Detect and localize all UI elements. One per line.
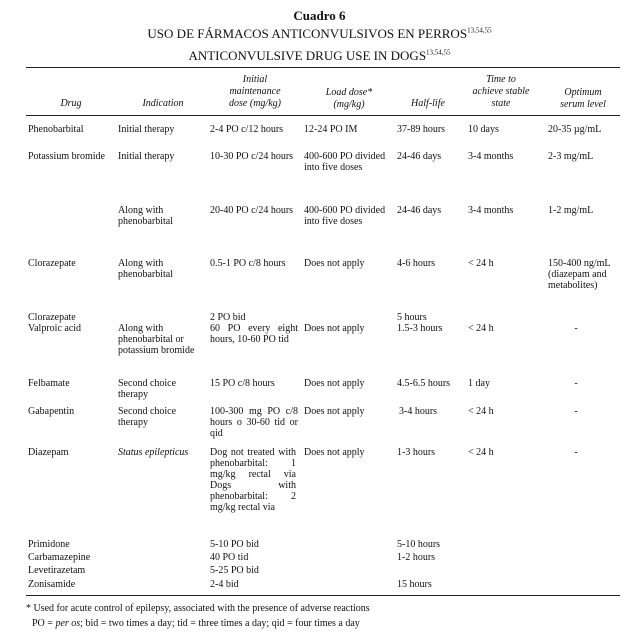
footnote-abbreviations [32,618,620,630]
header-bottom-rule [26,115,620,116]
footnote-per-os: per os [55,618,81,629]
header-load-dose [304,87,394,111]
cell-optimum: - [574,378,578,389]
cell-initial-dose: 60 PO every eight hours, 10-60 PO tid [210,323,298,345]
footnote-dosing-abbr: ; bid = two times a day; tid = three times a day; qid = four times a day [80,618,360,629]
cell-optimum: 1-2 mg/mL [548,205,594,216]
cell-initial-dose: 20-40 PO c/24 hours [210,205,294,216]
header-initial-line3: dose (mg/kg) [229,98,281,109]
cell-initial-dose: 2 PO bid [210,312,246,323]
cell-indication: Along with phenobarbital or potassium bromide [118,323,195,356]
cell-stable-state: < 24 h [468,447,494,458]
cell-initial-dose: 15 PO c/8 hours [210,378,275,389]
cell-stable-state: 10 days [468,124,499,135]
table-top-rule [26,67,620,68]
cell-drug: Zonisamide [28,579,76,590]
cell-optimum: - [574,323,578,334]
english-title [0,48,639,64]
cell-drug: Clorazepate [28,312,76,323]
cell-load-dose: 400-600 PO divided into five doses [304,151,386,173]
cell-stable-state: 3-4 months [468,151,514,162]
cell-indication: Initial therapy [118,124,175,135]
cell-half-life: 5 hours [397,312,427,323]
cell-initial-dose: 2-4 bid [210,579,239,590]
cell-initial-dose: 2-4 PO c/12 hours [210,124,284,135]
cell-indication: Along with phenobarbital [118,205,173,227]
header-initial-line2: maintenance [229,86,281,97]
cell-load-dose: Does not apply [304,323,365,334]
cell-indication: Initial therapy [118,151,175,162]
cell-half-life: 1-3 hours [397,447,436,458]
cell-optimum: - [574,406,578,417]
cell-half-life: 24-46 days [397,151,442,162]
header-optimum-line2: serum level [560,99,606,110]
cell-half-life: 3-4 hours [399,406,438,417]
header-drug: Drug [60,98,82,109]
cell-load-dose: Does not apply [304,406,365,417]
cell-half-life: 1.5-3 hours [397,323,443,334]
cell-stable-state: < 24 h [468,258,494,269]
cell-optimum: 150-400 ng/mL (diazepam and metabolites) [548,258,611,291]
spanish-title-text: USO DE FÁRMACOS ANTICONVULSIVOS EN PERROS [147,26,468,41]
header-time-line3: state [491,98,511,109]
cell-initial-dose: 10-30 PO c/24 hours [210,151,294,162]
table-bottom-rule [26,595,620,596]
cell-initial-dose: 5-10 PO bid [210,539,259,550]
cell-stable-state: < 24 h [468,323,494,334]
english-title-text: ANTICONVULSIVE DRUG USE IN DOGS [188,48,427,63]
cell-indication: Along with phenobarbital [118,258,173,280]
header-stable-state [458,74,544,110]
header-half-life: Half-life [411,98,445,109]
cell-drug: Gabapentin [28,406,75,417]
cell-initial-dose: 0.5-1 PO c/8 hours [210,258,286,269]
cell-half-life: 1-2 hours [397,552,436,563]
header-load-line1: Load dose* [325,87,373,98]
table-label: Cuadro 6 [293,8,346,23]
cell-drug: Diazepam [28,447,69,458]
cell-initial-dose: Dog not treated with phenobarbital: 1 mg/kg rectal via Dogs with phenobarbital: 2 mg/kg rectal via [210,447,296,513]
cell-optimum: - [574,447,578,458]
cell-drug: Felbamate [28,378,70,389]
cell-load-dose: Does not apply [304,378,365,389]
cell-optimum: 20-35 µg/mL [548,124,602,135]
spanish-title-refs: 13,54,55 [467,26,492,35]
cell-indication: Second choice therapy [118,378,177,400]
cell-half-life: 15 hours [397,579,432,590]
cell-initial-dose: 100-300 mg PO c/8 hours o 30-60 tid or qid [210,406,298,439]
header-initial-line1: Initial [242,74,268,85]
cell-half-life: 5-10 hours [397,539,441,550]
cell-stable-state: < 24 h [468,406,494,417]
cell-stable-state: 3-4 months [468,205,514,216]
header-optimum [546,87,620,111]
cell-drug: Potassium bromide [28,151,105,162]
cell-drug: Clorazepate [28,258,76,269]
footnote-po: PO = [32,618,56,629]
cell-drug: Phenobarbital [28,124,84,135]
footnote-asterisk: * Used for acute control of epilepsy, associated with the presence of adverse reactions [26,603,370,614]
cell-optimum: 2-3 mg/mL [548,151,594,162]
cell-load-dose: 400-600 PO divided into five doses [304,205,386,227]
header-time-line2: achieve stable [472,86,530,97]
cell-half-life: 4-6 hours [397,258,436,269]
cell-drug: Levetirazetam [28,565,86,576]
cell-half-life: 4.5-6.5 hours [397,378,451,389]
cell-stable-state: 1 day [468,378,490,389]
cell-drug: Primidone [28,539,70,550]
header-optimum-line1: Optimum [564,87,602,98]
cell-half-life: 24-46 days [397,205,442,216]
cell-load-dose: 12-24 PO IM [304,124,358,135]
cell-load-dose: Does not apply [304,447,365,458]
cell-indication: Second choice therapy [118,406,177,428]
cell-initial-dose: 5-25 PO bid [210,565,259,576]
header-time-line1: Time to [486,74,516,85]
cell-drug: Valproic acid [28,323,82,334]
english-title-refs: 13,54,55 [426,48,451,57]
spanish-title [0,26,639,42]
header-indication: Indication [142,98,184,109]
header-initial-dose [206,74,304,110]
cell-initial-dose: 40 PO tid [210,552,249,563]
header-load-line2: (mg/kg) [333,99,365,110]
cell-load-dose: Does not apply [304,258,365,269]
cell-drug: Carbamazepine [28,552,91,563]
cell-half-life: 37-89 hours [397,124,446,135]
cell-indication: Status epilepticus [118,447,189,458]
